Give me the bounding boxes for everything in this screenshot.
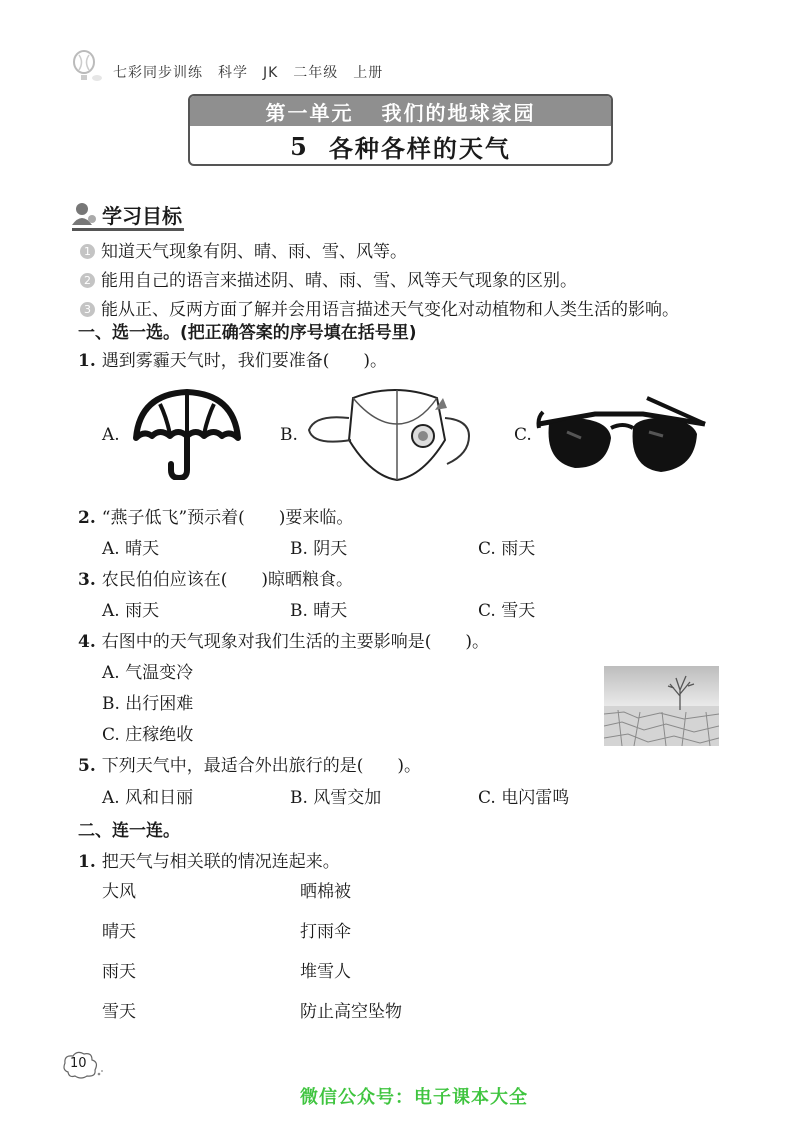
objective-number: 1 — [80, 244, 95, 259]
objective-number: 2 — [80, 273, 95, 288]
match-left-item: 晴天 — [102, 922, 136, 942]
q2-option-c: C. 雨天 — [478, 539, 536, 559]
face-mask-icon — [305, 384, 475, 484]
objectives-underline — [72, 228, 184, 231]
lesson-title — [190, 126, 611, 166]
question-text: 农民伯伯应该在( )晾晒粮食。 — [101, 570, 354, 590]
objective-text: 能从正、反两方面了解并会用语言描述天气变化对动植物和人类生活的影响。 — [101, 300, 679, 320]
objective-item — [80, 266, 577, 291]
q4-option-c: C. 庄稼绝收 — [102, 725, 194, 745]
title-box — [188, 94, 613, 166]
matching-question — [78, 847, 340, 872]
q3-option-a: A. 雨天 — [102, 601, 160, 621]
match-right-item: 晒棉被 — [300, 882, 351, 902]
question-2 — [78, 503, 353, 528]
match-left-item: 雪天 — [102, 1002, 136, 1022]
question-number: 1. — [78, 351, 96, 371]
header-text: 七彩同步训练 科学 JK 二年级 上册 — [113, 65, 384, 81]
question-text: “燕子低飞”预示着( )要来临。 — [101, 508, 354, 528]
objective-text: 能用自己的语言来描述阴、晴、雨、雪、风等天气现象的区别。 — [101, 271, 577, 291]
question-number: 1. — [78, 852, 96, 872]
match-right-item: 打雨伞 — [300, 922, 351, 942]
question-number: 3. — [78, 570, 96, 590]
question-text: 右图中的天气现象对我们生活的主要影响是( )。 — [101, 632, 490, 652]
unit-name: 我们的地球家园 — [381, 100, 536, 125]
match-left-item: 雨天 — [102, 962, 136, 982]
option-b-label: B. — [280, 425, 298, 445]
drought-photo — [604, 666, 719, 746]
objective-number: 3 — [80, 302, 95, 317]
section-1-title: 一、选一选。(把正确答案的序号填在括号里) — [78, 323, 417, 343]
option-c-label: C. — [514, 425, 532, 445]
umbrella-icon — [132, 386, 242, 480]
q5-option-a: A. 风和日丽 — [102, 788, 194, 808]
watermark-text: 微信公众号：电子课本大全 — [300, 1087, 528, 1108]
q2-option-b: B. 阴天 — [290, 539, 348, 559]
question-text: 遇到雾霾天气时，我们要准备( )。 — [101, 351, 388, 371]
unit-bar — [190, 96, 611, 126]
q5-option-b: B. 风雪交加 — [290, 788, 382, 808]
question-number: 4. — [78, 632, 96, 652]
sunglasses-icon — [535, 388, 710, 478]
objective-text: 知道天气现象有阴、晴、雨、雪、风等。 — [101, 242, 407, 262]
question-number: 5. — [78, 756, 96, 776]
match-right-item: 堆雪人 — [300, 962, 351, 982]
section-2-title: 二、连一连。 — [78, 821, 180, 841]
match-right-item: 防止高空坠物 — [300, 1002, 402, 1022]
q4-option-b: B. 出行困难 — [102, 694, 194, 714]
person-icon — [72, 202, 98, 226]
objectives-title: 学习目标 — [102, 204, 182, 228]
q5-option-c: C. 电闪雷鸣 — [478, 788, 570, 808]
unit-label: 第一单元 — [265, 100, 354, 125]
question-5 — [78, 751, 421, 776]
objective-item — [80, 295, 679, 320]
objective-item — [80, 237, 407, 262]
page-number: 10 — [70, 1056, 87, 1071]
q2-option-a: A. 晴天 — [102, 539, 160, 559]
q3-option-b: B. 晴天 — [290, 601, 348, 621]
question-number: 2. — [78, 508, 96, 528]
q4-option-a: A. 气温变冷 — [102, 663, 194, 683]
balloon-icon — [70, 50, 104, 84]
match-left-item: 大风 — [102, 882, 136, 902]
question-1 — [78, 346, 387, 371]
question-4 — [78, 627, 489, 652]
lesson-number: 5 — [290, 131, 309, 161]
lesson-name: 各种各样的天气 — [328, 133, 511, 163]
question-text: 把天气与相关联的情况连起来。 — [101, 852, 340, 872]
q3-option-c: C. 雪天 — [478, 601, 536, 621]
question-3 — [78, 565, 353, 590]
option-a-label: A. — [102, 425, 120, 445]
question-text: 下列天气中，最适合外出旅行的是( )。 — [101, 756, 422, 776]
